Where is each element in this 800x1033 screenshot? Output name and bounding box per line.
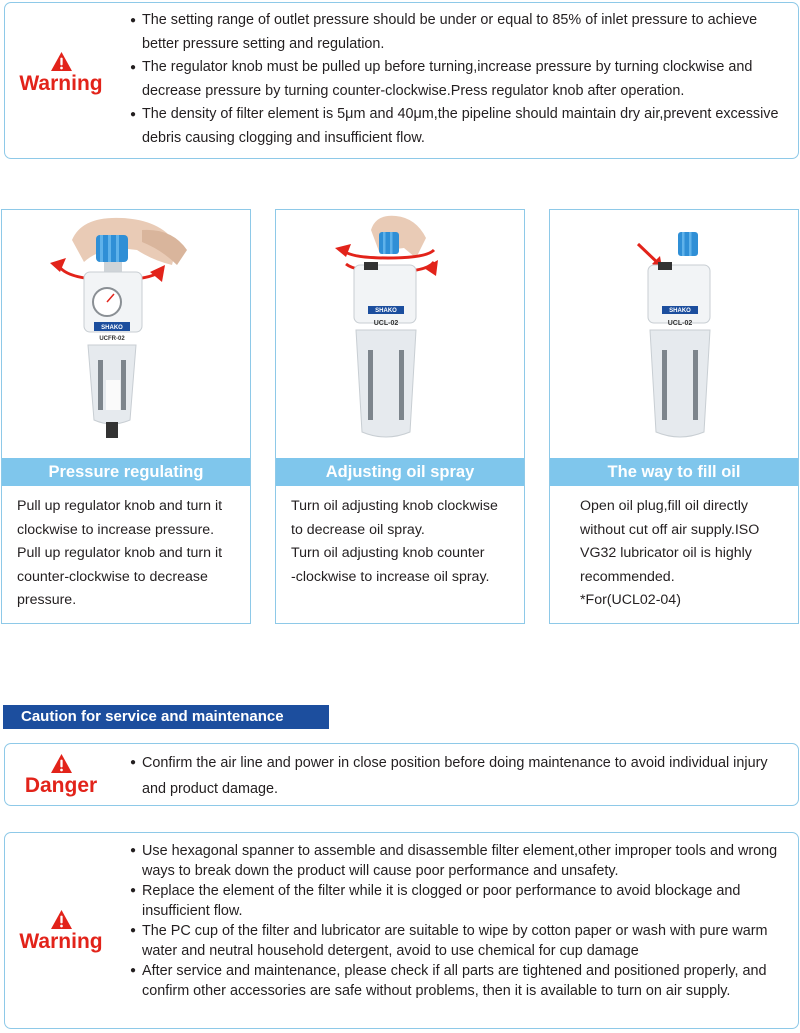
list-item: ● Replace the element of the filter while it is clogged or poor performance to avoid blockage and insufficient flow. bbox=[132, 881, 790, 921]
danger-icon bbox=[50, 753, 73, 774]
list-item: ● The density of filter element is 5μm and 40μm,the pipeline should maintain dry air,prevent excessive debris causing clogging and insufficient flow. bbox=[132, 103, 782, 150]
brand-logo: SHAKO bbox=[669, 308, 691, 314]
card-description bbox=[580, 495, 759, 613]
warning-icon bbox=[50, 909, 73, 930]
brand-logo: SHAKO bbox=[375, 308, 397, 314]
card-pressure-regulating bbox=[1, 209, 251, 624]
warning-list bbox=[132, 9, 782, 150]
section-title-caution: Caution for service and maintenance bbox=[3, 705, 329, 729]
warning-badge bbox=[11, 51, 111, 95]
card-fill-oil bbox=[549, 209, 799, 624]
list-item: ● Confirm the air line and power in close position before doing maintenance to avoid individual injury and product damage. bbox=[132, 750, 787, 802]
list-item: ● Use hexagonal spanner to assemble and disassemble filter element,other improper tools and wrong ways to break down the product will cause poor performance and unsafety. bbox=[132, 841, 790, 881]
card-line: Open oil plug,fill oil directly bbox=[580, 498, 748, 514]
warning-list bbox=[132, 841, 790, 1001]
warning-box-top bbox=[4, 2, 799, 159]
card-line: pressure. bbox=[17, 592, 77, 608]
list-item: ● After service and maintenance, please check if all parts are tightened and positioned properly, and confirm other accessories are safe without problems, then it is available to turn on air supply. bbox=[132, 961, 790, 1001]
danger-box bbox=[4, 743, 799, 806]
card-description bbox=[291, 495, 498, 589]
card-line: recommended. bbox=[580, 568, 675, 585]
product-image-lubricator-fill bbox=[550, 210, 798, 457]
card-description bbox=[17, 495, 222, 613]
card-line: counter-clockwise to decrease bbox=[17, 568, 208, 585]
warning-box-bottom bbox=[4, 832, 799, 1029]
list-item: ● The PC cup of the filter and lubricator are suitable to wipe by cotton paper or wash with pure warm water and neutral household detergent, avoid to use chemical for cup damage bbox=[132, 921, 790, 961]
model-label: UCL-02 bbox=[373, 320, 399, 327]
card-line: Turn oil adjusting knob clockwise bbox=[291, 498, 498, 514]
card-line: Pull up regulator knob and turn it bbox=[17, 498, 223, 514]
product-image-filter-regulator bbox=[2, 210, 250, 457]
card-line: *For(UCL02-04) bbox=[580, 592, 681, 608]
model-label: UCL-02 bbox=[667, 320, 693, 327]
card-line: -clockwise to increase oil spray. bbox=[291, 568, 490, 585]
card-line: without cut off air supply.ISO bbox=[580, 521, 760, 538]
card-line: Turn oil adjusting knob counter bbox=[291, 545, 485, 561]
product-image-lubricator bbox=[276, 210, 524, 457]
card-line: to decrease oil spray. bbox=[291, 521, 425, 538]
danger-badge bbox=[11, 753, 111, 797]
card-line: Pull up regulator knob and turn it bbox=[17, 545, 223, 561]
warning-badge bbox=[11, 909, 111, 953]
card-line: VG32 lubricator oil is highly bbox=[580, 545, 752, 561]
card-title: The way to fill oil bbox=[550, 458, 798, 486]
card-title: Adjusting oil spray bbox=[276, 458, 524, 486]
warning-label: Warning bbox=[19, 72, 103, 95]
card-title: Pressure regulating bbox=[2, 458, 250, 486]
brand-logo: SHAKO bbox=[101, 325, 123, 331]
card-line: clockwise to increase pressure. bbox=[17, 521, 215, 538]
list-item: ● The setting range of outlet pressure should be under or equal to 85% of inlet pressure to achieve better pressure setting and regulation. bbox=[132, 9, 782, 56]
list-item: ● The regulator knob must be pulled up before turning,increase pressure by turning clockwise and decrease pressure by turning counter-clockwise.Press regulator knob after operation. bbox=[132, 56, 782, 103]
card-adjusting-oil-spray bbox=[275, 209, 525, 624]
danger-list bbox=[132, 750, 787, 802]
warning-label: Warning bbox=[19, 930, 103, 953]
warning-icon bbox=[50, 51, 73, 72]
model-label: UCFR-02 bbox=[99, 336, 125, 342]
danger-label: Danger bbox=[24, 774, 98, 797]
